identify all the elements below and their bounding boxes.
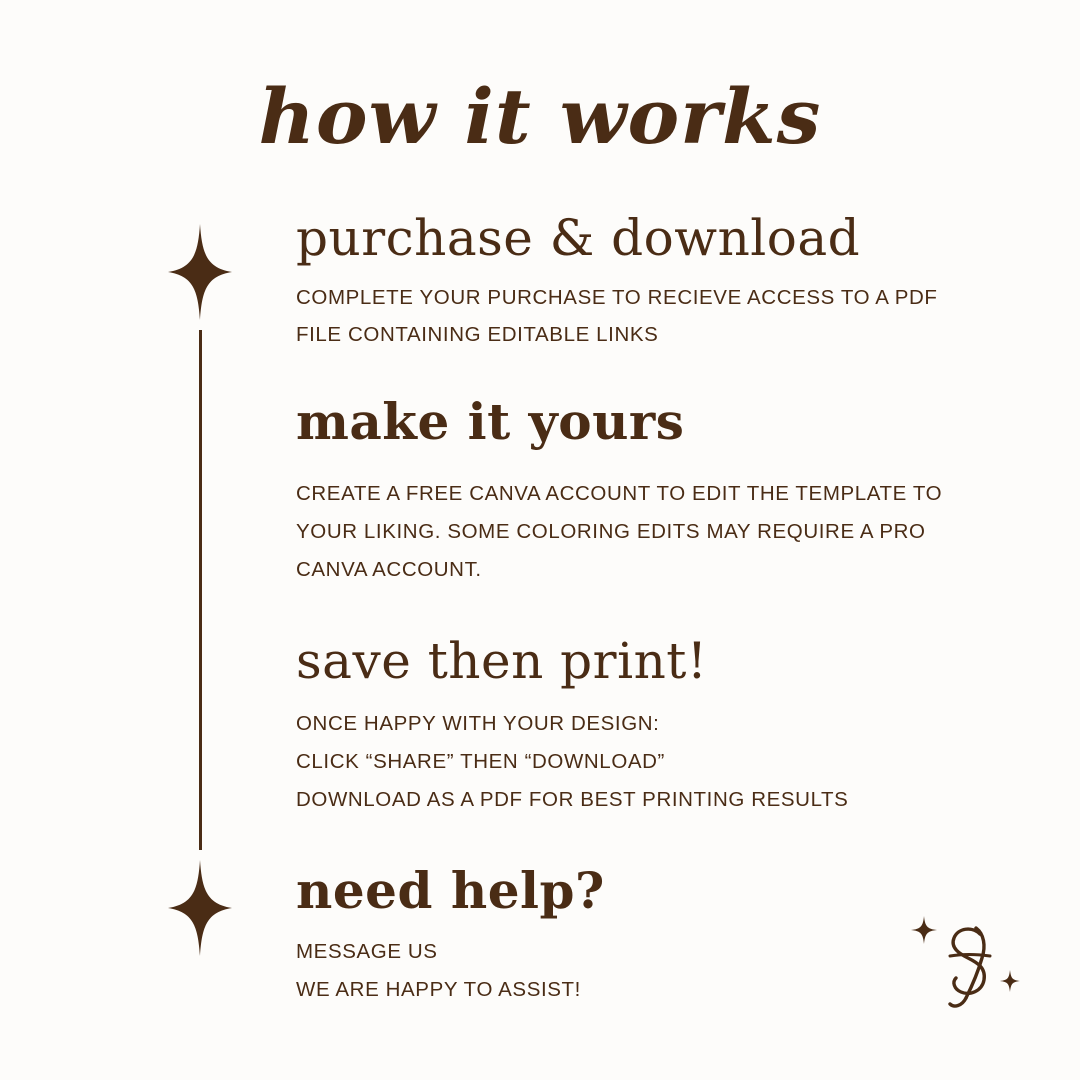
step-body-need-help-line-1: MESSAGE US: [296, 940, 438, 964]
step-body-save-line-1: ONCE HAPPY WITH YOUR DESIGN:: [296, 712, 660, 736]
step-body-need-help-line-2: WE ARE HAPPY TO ASSIST!: [296, 978, 581, 1002]
decorative-rail: [160, 210, 240, 980]
step-body-save-line-2: CLICK “SHARE” THEN “DOWNLOAD”: [296, 750, 665, 774]
four-point-star-icon-top: [168, 224, 232, 320]
step-need-help: [296, 860, 996, 1009]
step-make-it-yours: [296, 392, 996, 588]
step-body-save-line-3: DOWNLOAD AS A PDF FOR BEST PRINTING RESULTS: [296, 787, 849, 811]
step-heading-purchase: purchase & download: [296, 209, 861, 267]
steps-list: [296, 209, 996, 1013]
monogram-logo: [906, 894, 1026, 1014]
step-body-make-it-yours: CREATE A FREE CANVA ACCOUNT TO EDIT THE TEMPLATE TO YOUR LIKING. SOME COLORING EDITS MAY REQUIRE A PRO CANVA ACCOUNT.: [296, 481, 943, 581]
step-heading-make-it-yours: make it yours: [296, 392, 685, 452]
step-save-then-print: [296, 631, 996, 819]
step-body-purchase: COMPLETE YOUR PURCHASE TO RECIEVE ACCESS TO A PDF FILE CONTAINING EDITABLE LINKS: [296, 285, 938, 347]
step-heading-save-then-print: save then print!: [296, 631, 708, 690]
four-point-star-icon-bottom: [168, 860, 232, 956]
vertical-line-divider: [199, 330, 202, 850]
page-title: how it works: [258, 72, 822, 161]
step-purchase: [296, 209, 996, 354]
step-heading-need-help: need help?: [296, 860, 605, 920]
